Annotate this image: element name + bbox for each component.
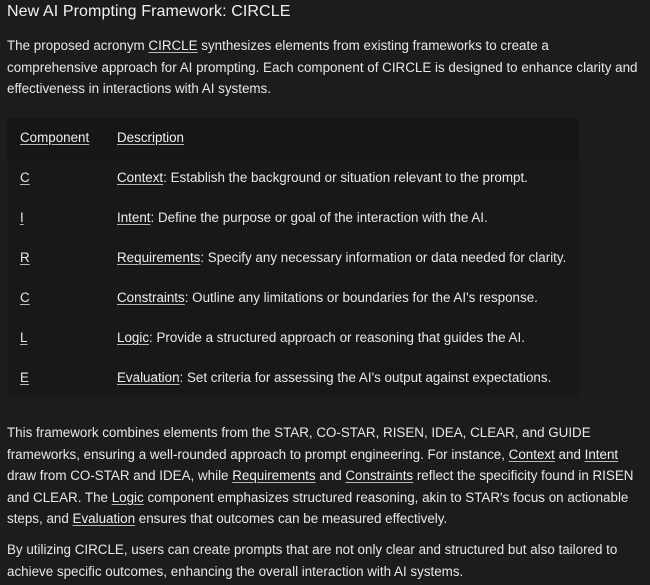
component-term[interactable]: Requirements [117,250,201,265]
intent-link[interactable]: Intent [584,446,619,462]
paragraph-text: draw from CO-STAR and IDEA, while [7,468,233,483]
framework-paragraph [7,422,643,530]
description-text: : Specify any necessary information or data needed for clarity. [200,250,567,265]
description-text: : Provide a structured approach or reasoning that guides the AI. [149,330,525,345]
circle-link[interactable]: CIRCLE [148,38,198,53]
component-description [117,367,551,389]
paragraph-text: component emphasizes structured reasoning, akin to STAR's focus on actionable steps, and [7,489,629,526]
component-description [117,207,488,229]
description-text: : Define the purpose or goal of the interaction with the AI. [150,210,488,225]
component-letter: R [20,250,30,265]
description-text: : Establish the background or situation relevant to the prompt. [163,170,528,185]
component-term[interactable]: Context [117,170,164,185]
component-description [117,287,538,309]
component-letter: C [20,170,30,185]
component-table [7,118,579,398]
constraints-link[interactable]: Constraints [345,468,414,483]
component-term[interactable]: Constraints [117,290,185,305]
table-row [7,158,579,198]
table-row [7,278,579,318]
page-title: New AI Prompting Framework: CIRCLE [7,3,291,20]
column-header-component: Component [20,130,90,145]
paragraph-text: and [315,468,346,483]
table-row [7,238,579,278]
description-text: : Set criteria for assessing the AI's output against expectations. [179,370,552,385]
component-letter: E [20,370,29,385]
component-term[interactable]: Logic [117,330,150,345]
paragraph-text: and [554,446,585,462]
component-term[interactable]: Intent [117,210,151,225]
description-text: : Outline any limitations or boundaries for the AI's response. [184,290,538,305]
paragraph-text: ensures that outcomes can be measured effectively. [135,511,448,526]
evaluation-link[interactable]: Evaluation [72,511,136,526]
component-description [117,327,525,349]
component-description [117,167,528,189]
component-letter: L [20,330,28,345]
paragraph-text: This framework combines elements from the STAR, CO-STAR, RISEN, IDEA, CLEAR, and GUIDE frameworks, ensuring a well-rounded approach to prompt engineering. For instance, [7,425,591,462]
component-term[interactable]: Evaluation [117,370,180,385]
component-letter: I [20,210,24,225]
context-link[interactable]: Context [508,446,555,462]
intro-text: synthesizes elements from existing frameworks to create a comprehensive approach for AI prompting. Each component of CIRCLE is designed to enhance clarity and effectiveness in interactions with AI systems. [7,38,638,96]
intro-paragraph [7,35,643,100]
table-row [7,358,579,398]
table-row [7,198,579,238]
paragraph-text: reflect the specificity found in RISEN and CLEAR. The [7,468,634,505]
component-description [117,247,566,269]
table-row [7,318,579,358]
table-header [7,118,579,158]
requirements-link[interactable]: Requirements [232,468,316,483]
column-header-description: Description [117,130,184,145]
intro-text: The proposed acronym [7,38,149,53]
logic-link[interactable]: Logic [111,489,144,505]
conclusion-paragraph: By utilizing CIRCLE, users can create prompts that are not only clear and structured but also tailored to achieve specific outcomes, enhancing the overall interaction with AI systems. [7,542,618,579]
component-letter: C [20,290,30,305]
